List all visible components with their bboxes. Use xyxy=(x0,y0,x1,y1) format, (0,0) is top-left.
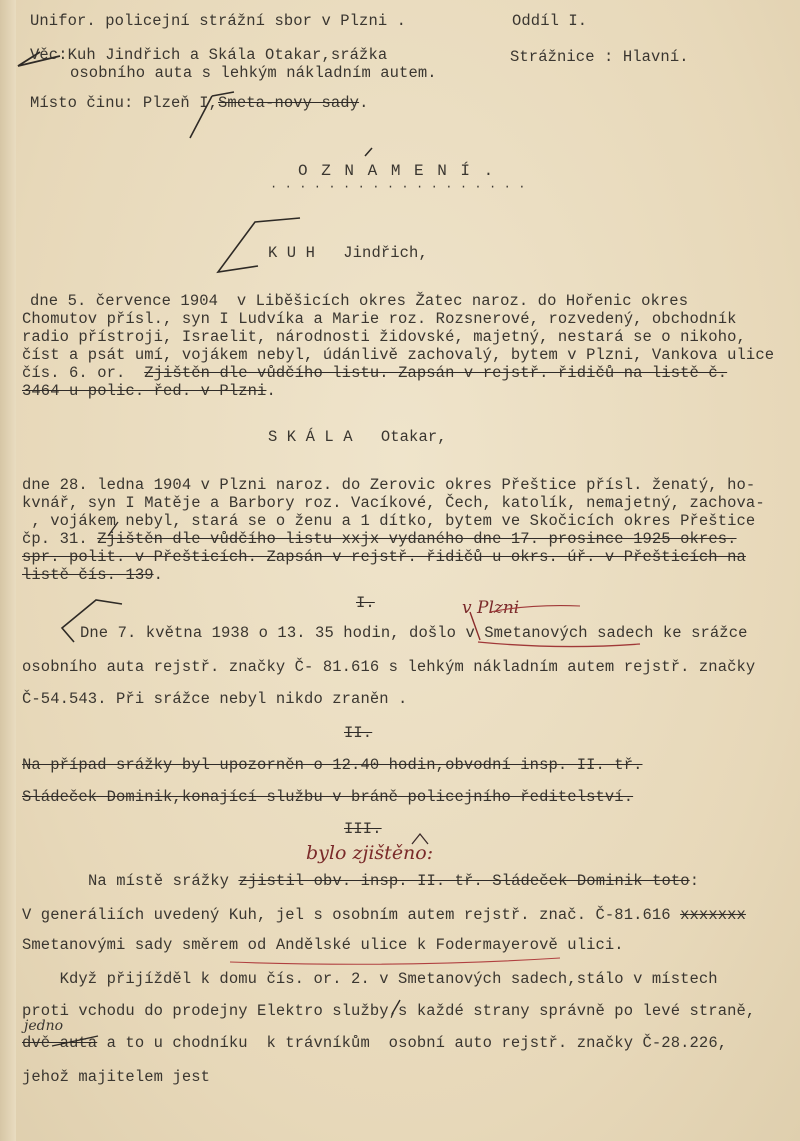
subject-line-1: Věc:Kuh Jindřich a Skála Otakar,srážka xyxy=(30,46,388,64)
section-3-line-3: Smetanovými sady směrem od Andělské ulice k Fodermayerově ulici. xyxy=(22,936,624,954)
section3-red-underline xyxy=(230,958,560,964)
department: Oddíl I. xyxy=(512,12,588,30)
person2-line-4-plain: čp. 31. xyxy=(22,530,98,548)
page-title: O Z N A M E N Í . xyxy=(298,162,496,180)
person2-line-5-struck: spr. polit. v Přešticích. Zapsán v rejstř. řidičů u okrs. úř. v Přešticích na xyxy=(22,548,746,566)
person2-line-6-end: . xyxy=(153,566,164,584)
place-struck: Smeta-novy sady xyxy=(218,94,360,112)
section-2-line-2-text: Sládeček Dominik,konající službu v bráně policejního ředitelství. xyxy=(22,788,634,806)
section-1-line-3: Č-54.543. Při srážce nebyl nikdo zraněn . xyxy=(22,690,408,708)
person2-name xyxy=(268,428,447,446)
section-2-line-1 xyxy=(22,756,643,774)
section-3-line-1 xyxy=(88,872,699,890)
person2-line-3: , vojákem nebyl, stará se o ženu a 1 dítko, bytem ve Skočicích okres Přeštice xyxy=(22,512,756,530)
station: Strážnice : Hlavní. xyxy=(510,48,689,66)
person1-line-6-end: . xyxy=(266,382,276,400)
section-3-line-1-struck: zjistil obv. insp. II. tř. Sládeček Dominik toto xyxy=(238,872,690,890)
person1-line-5-plain: čís. 6. or. xyxy=(22,364,145,382)
person1-line-2: Chomutov přísl., syn I Ludvíka a Marie roz. Rozsnerové, rozvedený, obchodník xyxy=(22,310,737,328)
person2-line-4 xyxy=(22,530,737,548)
section-1-numeral xyxy=(356,594,375,612)
person1-line-5-struck: Zjištěn dle vůdčího listu. Zapsán v rejstř. řidičů na listě č. xyxy=(144,364,728,382)
section-3-line-6 xyxy=(22,1034,727,1052)
person2-line-6-struck: listě čís. 139 xyxy=(22,566,154,584)
section-3-handwritten-note: bylo zjištěno: xyxy=(306,842,434,864)
person1-line-6 xyxy=(22,382,276,400)
person1-line-4: číst a psát umí, vojákem nebyl, údánlivě zachovalý, bytem v Plzni, Vankova ulice xyxy=(22,346,775,364)
person2-surname: S K Á L A xyxy=(268,428,353,446)
section-3-line-2-struck: xxxxxxx xyxy=(680,906,746,924)
person1-line-6-struck: 3464 u polic. řed. v Plzni xyxy=(22,382,267,400)
section-3-line-5: proti vchodu do prodejny Elektro služby,s každé strany správně po levé straně, xyxy=(22,1002,756,1020)
section-3-line-6-struck: dvě auta xyxy=(22,1034,98,1052)
section-1-line-1 xyxy=(80,624,748,642)
section-3-line-1-end: : xyxy=(689,872,700,890)
section-3-line-1-a: Na místě srážky xyxy=(88,872,239,890)
person2-line-6 xyxy=(22,566,163,584)
person2-line-5 xyxy=(22,548,746,566)
person1-line-1: dne 5. července 1904 v Liběšicích okres Žatec naroz. do Hořenic okres xyxy=(30,292,689,310)
place-label: Místo činu: Plzeň I, xyxy=(30,94,219,112)
unit-name: Unifor. policejní strážní sbor v Plzni . xyxy=(30,12,407,30)
person2-given: Otakar, xyxy=(380,428,447,446)
person2-line-1: dne 28. ledna 1904 v Plzni naroz. do Zerovic okres Přeštice přísl. ženatý, ho- xyxy=(22,476,756,494)
section-3-line-2 xyxy=(22,906,746,924)
section-2-line-2 xyxy=(22,788,633,806)
page-fold-shadow xyxy=(0,0,16,1141)
section-1-numeral-text: I. xyxy=(356,594,375,612)
section-3-line-7: jehož majitelem jest xyxy=(22,1068,211,1086)
section-3-line-6-rest: a to u chodníku k trávníkům osobní auto rejstř. značky Č-28.226, xyxy=(97,1034,728,1052)
person1-surname: K U H xyxy=(268,244,316,262)
place-of-incident xyxy=(30,94,368,112)
section-1-handwritten-note: v Plzni xyxy=(462,598,520,618)
section-3-line-4: Když přijížděl k domu čís. or. 2. v Smetanových sadech,stálo v místech xyxy=(22,970,718,988)
person2-line-2: kvnář, syn I Matěje a Barbory roz. Vacíkové, Čech, katolík, nemajetný, zachova- xyxy=(22,494,765,512)
section-3-line-6-handwritten: jedno xyxy=(24,1018,64,1034)
section-1-line-1-c: ke srážce xyxy=(653,624,748,642)
person1-given: Jindřich, xyxy=(343,244,428,262)
section-1-line-2: osobního auta rejstř. značky Č- 81.616 s lehkým nákladním autem rejstř. značky xyxy=(22,658,756,676)
person1-line-5 xyxy=(22,364,727,382)
section-3-numeral-text: III. xyxy=(344,820,382,838)
section-2-numeral-text: II. xyxy=(344,724,373,742)
section-3-numeral xyxy=(344,820,382,838)
section-1-line-1-a: Dne 7. května 1938 o 13. 35 hodin, došlo v xyxy=(80,624,485,642)
section1-red-underline xyxy=(478,642,640,647)
person1-line-3: radio přístroji, Israelit, národnosti židovské, majetný, nestará se o nikoho, xyxy=(22,328,746,346)
section-2-numeral xyxy=(344,724,372,742)
title-underline-dots: · · · · · · · · · · · · · · · · · · xyxy=(270,180,526,194)
title-accent-mark xyxy=(365,148,372,156)
section-3-line-2-a: V generáliích uvedený Kuh, jel s osobním autem rejstř. znač. Č-81.616 xyxy=(22,906,681,924)
subject-line-2: osobního auta s lehkým nákladním autem. xyxy=(70,64,437,82)
section-1-line-1-b: Smetanových sadech xyxy=(484,624,654,642)
person2-line-4-struck: Zjištěn dle vůdčího listu xxjx vydaného dne 17. prosince 1925 okres. xyxy=(97,530,737,548)
person1-name xyxy=(268,244,428,262)
section-2-line-1-text: Na případ srážky byl upozorněn o 12.40 hodin,obvodní insp. II. tř. xyxy=(22,756,643,774)
place-end: . xyxy=(359,94,369,112)
